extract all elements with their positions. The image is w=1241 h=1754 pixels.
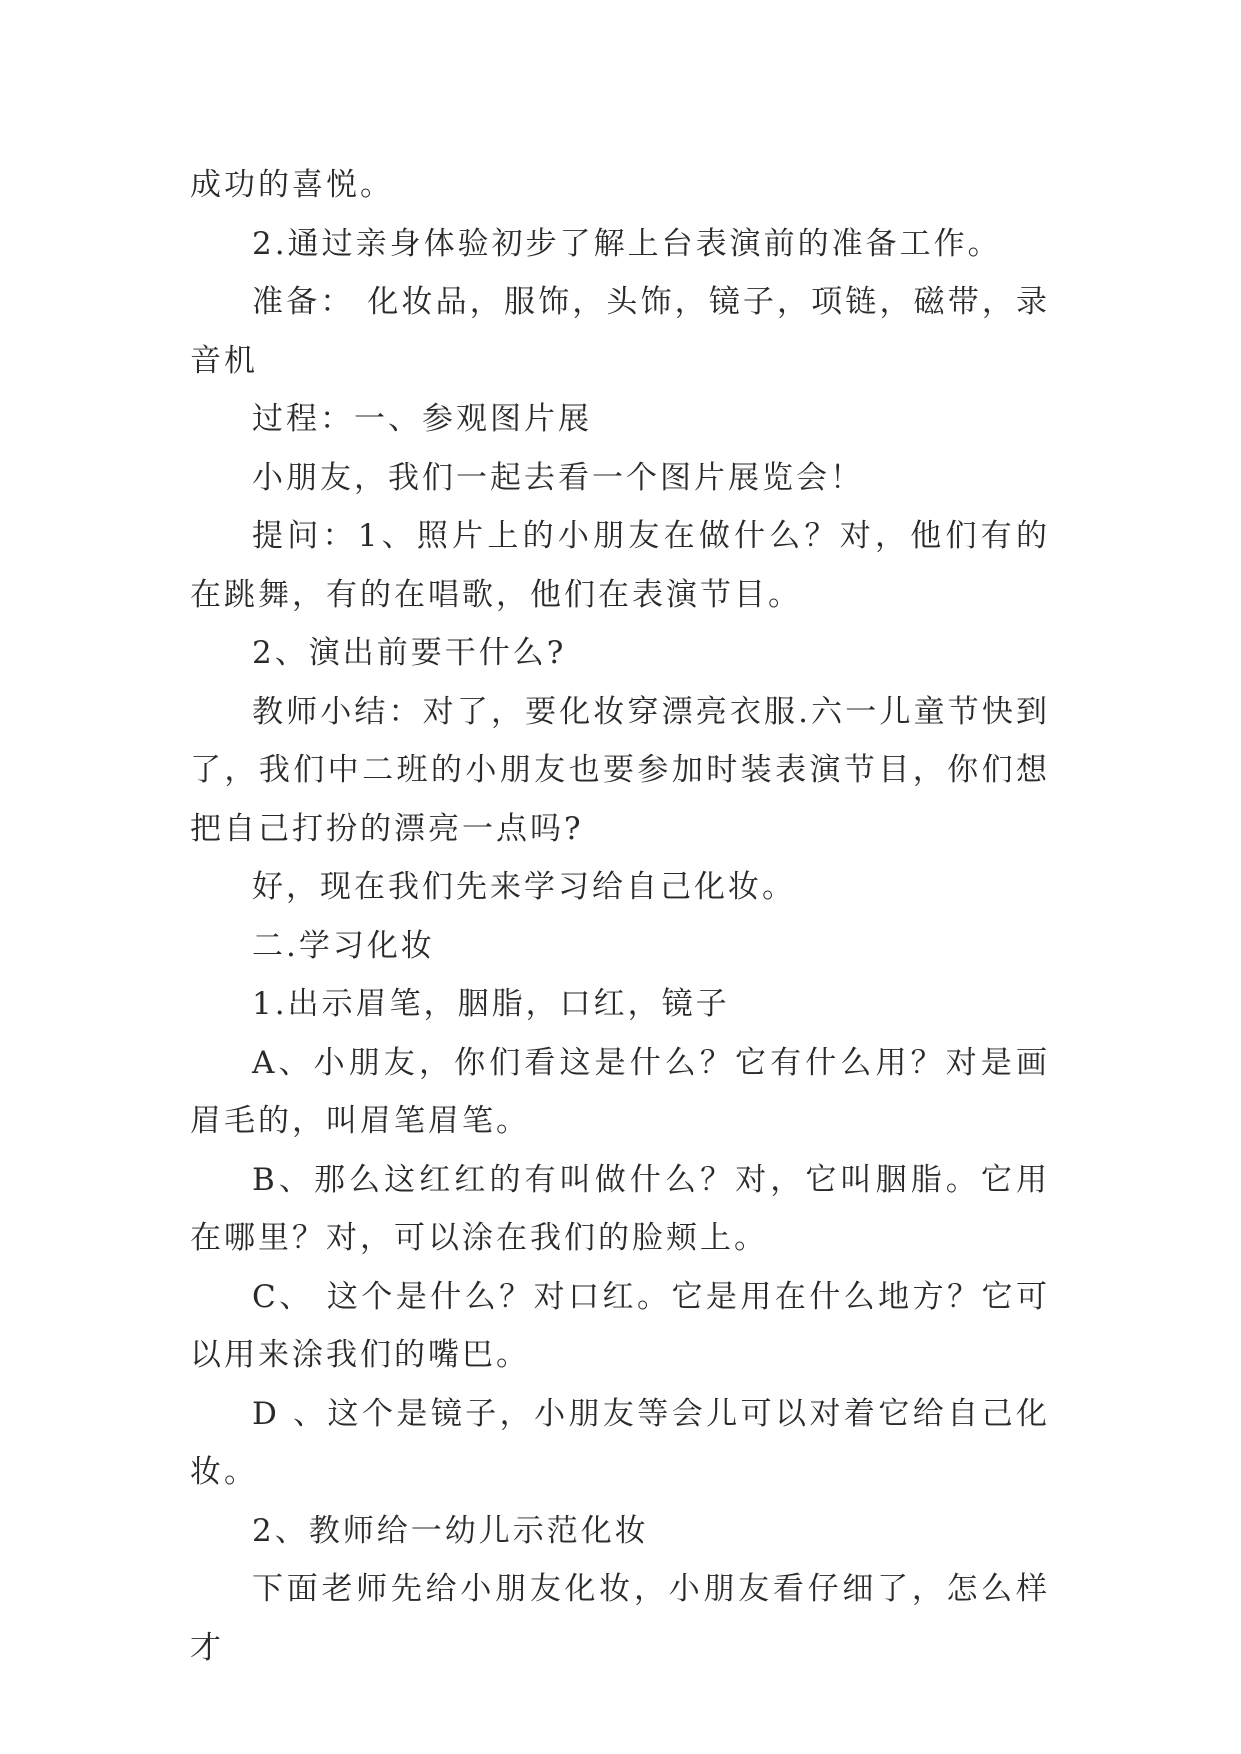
paragraph: D 、这个是镜子，小朋友等会儿可以对着它给自己化妆。: [190, 1395, 1050, 1490]
paragraph: 过程：一、参观图片展: [252, 401, 592, 437]
paragraph: 下面老师先给小朋友化妆，小朋友看仔细了，怎么样才: [190, 1571, 1050, 1666]
paragraph: 教师小结：对了，要化妆穿漂亮衣服.六一儿童节快到了，我们中二班的小朋友也要参加时装表演节目，你们想把自己打扮的漂亮一点吗?: [190, 693, 1050, 847]
paragraph: B、那么这红红的有叫做什么？对，它叫胭脂。它用在哪里？对，可以涂在我们的脸颊上。: [190, 1161, 1050, 1256]
paragraph: A、小朋友，你们看这是什么？它有什么用？对是画眉毛的，叫眉笔眉笔。: [190, 1044, 1050, 1139]
paragraph: C、 这个是什么？对口红。它是用在什么地方？它可以用来涂我们的嘴巴。: [190, 1278, 1050, 1373]
paragraph: 1.出示眉笔，胭脂，口红，镜子: [252, 986, 730, 1022]
paragraph: 准备： 化妆品，服饰，头饰，镜子，项链，磁带，录音机: [190, 284, 1050, 379]
paragraph: 2、演出前要干什么?: [252, 635, 567, 671]
paragraph: 二.学习化妆: [252, 927, 435, 964]
document-body: [190, 156, 1050, 1677]
paragraph: 2.通过亲身体验初步了解上台表演前的准备工作。: [252, 225, 1002, 262]
paragraph: 小朋友，我们一起去看一个图片展览会！: [252, 459, 864, 496]
paragraph: 2、教师给一幼儿示范化妆: [252, 1512, 649, 1549]
paragraph: 提问：1、照片上的小朋友在做什么？对，他们有的在跳舞，有的在唱歌，他们在表演节目。: [190, 518, 1050, 613]
paragraph: 成功的喜悦。: [190, 167, 394, 203]
paragraph: 好，现在我们先来学习给自己化妆。: [252, 869, 796, 905]
